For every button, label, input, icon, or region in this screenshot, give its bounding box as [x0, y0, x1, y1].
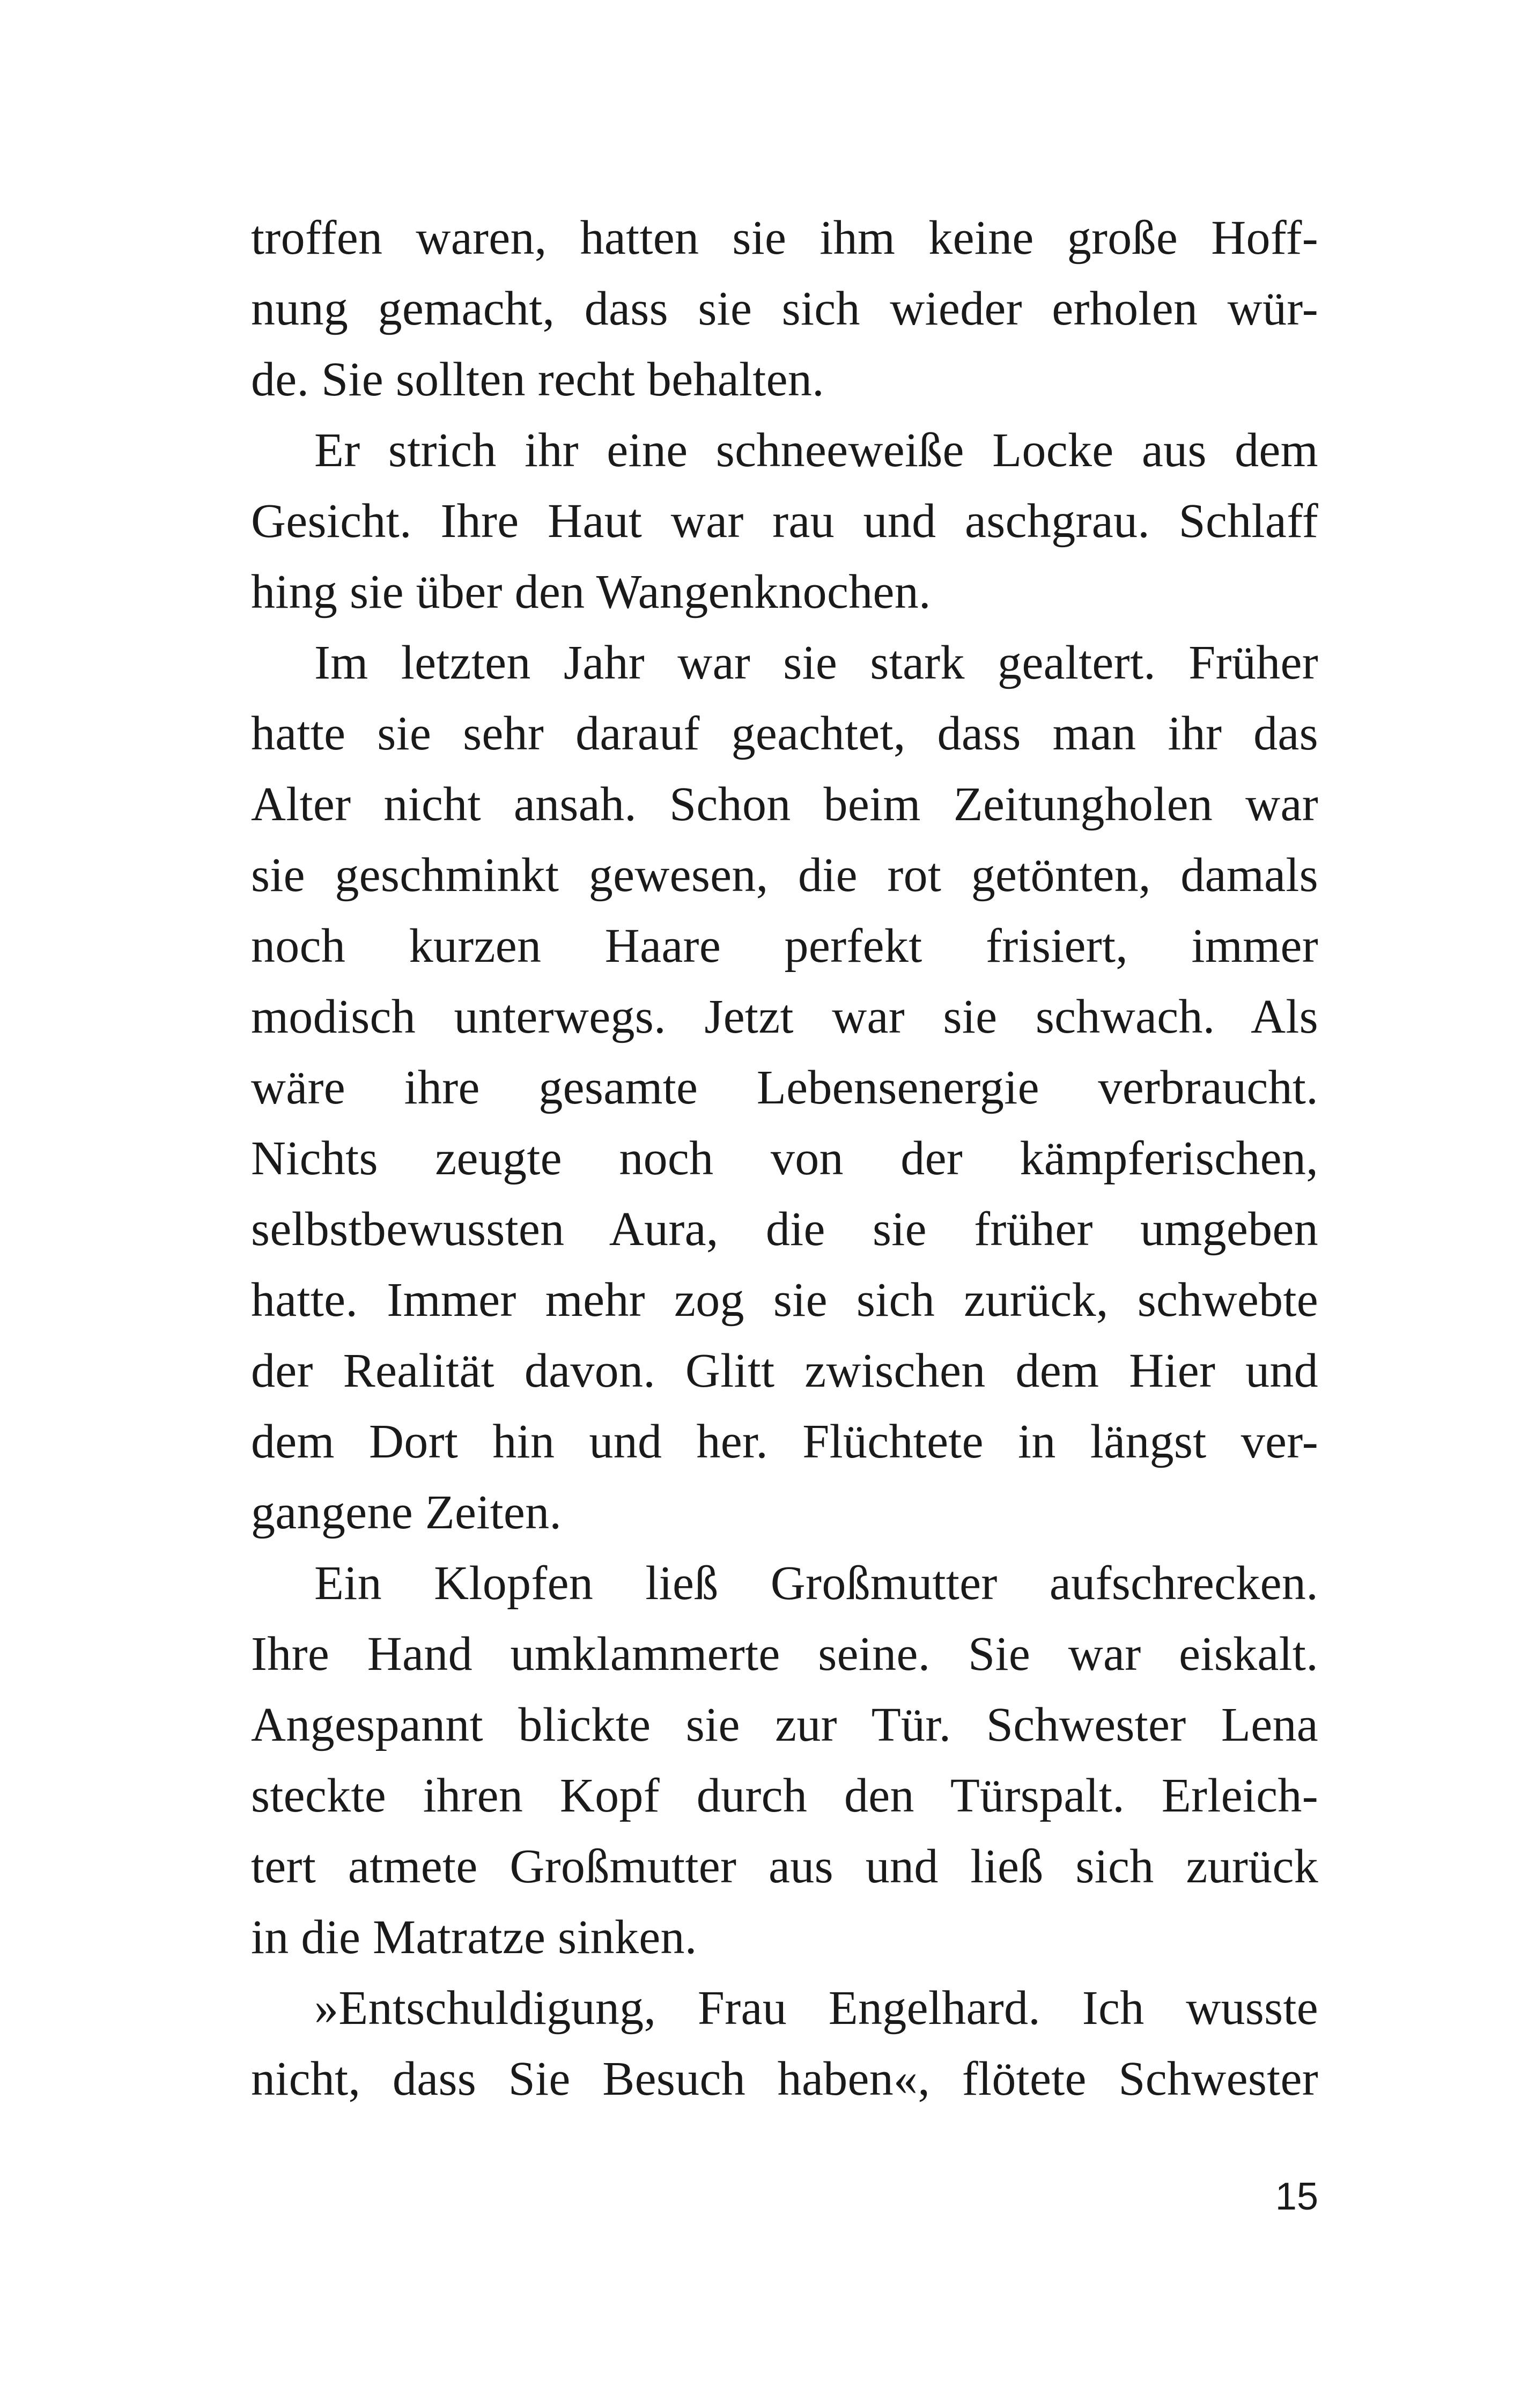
text-line-24: tert atmete Großmutter aus und ließ sich zurück [251, 1840, 1318, 1893]
page-number: 15 [1275, 2175, 1318, 2218]
text-line-5: Gesicht. Ihre Haut war rau und aschgrau. Schlaff [251, 495, 1318, 548]
text-line-11: noch kurzen Haare perfekt frisiert, immer [251, 919, 1318, 973]
text-line-6: hing sie über den Wangenknochen. [251, 565, 931, 618]
text-line-19: gangene Zeiten. [251, 1486, 562, 1539]
text-line-22: Angespannt blickte sie zur Tür. Schwester Lena [251, 1698, 1318, 1751]
text-line-23: steckte ihren Kopf durch den Türspalt. Erleich- [251, 1769, 1318, 1822]
text-line-20: Ein Klopfen ließ Großmutter aufschrecken. [314, 1557, 1318, 1610]
body-text [251, 203, 1318, 2115]
text-line-17: der Realität davon. Glitt zwischen dem Hier und [251, 1344, 1318, 1397]
text-line-8: hatte sie sehr darauf geachtet, dass man ihr das [251, 707, 1318, 760]
text-line-15: selbstbewussten Aura, die sie früher umgeben [251, 1203, 1318, 1256]
text-line-9: Alter nicht ansah. Schon beim Zeitungholen war [251, 778, 1318, 831]
text-line-18: dem Dort hin und her. Flüchtete in längst ver- [251, 1415, 1318, 1468]
text-line-16: hatte. Immer mehr zog sie sich zurück, schwebte [251, 1273, 1318, 1327]
text-line-13: wäre ihre gesamte Lebensenergie verbraucht. [251, 1061, 1318, 1114]
text-line-3: de. Sie sollten recht behalten. [251, 353, 824, 406]
text-line-4: Er strich ihr eine schneeweiße Locke aus dem [314, 424, 1318, 477]
text-line-26: »Entschuldigung, Frau Engelhard. Ich wusste [314, 1982, 1318, 2035]
text-line-27: nicht, dass Sie Besuch haben«, flötete Schwester [251, 2052, 1318, 2105]
text-line-7: Im letzten Jahr war sie stark gealtert. Früher [314, 636, 1318, 689]
text-line-12: modisch unterwegs. Jetzt war sie schwach. Als [251, 990, 1318, 1043]
text-line-14: Nichts zeugte noch von der kämpferischen, [251, 1132, 1318, 1185]
text-line-1: troffen waren, hatten sie ihm keine große Hoff- [251, 211, 1318, 264]
text-line-10: sie geschminkt gewesen, die rot getönten, damals [251, 849, 1318, 902]
text-line-21: Ihre Hand umklammerte seine. Sie war eiskalt. [251, 1628, 1318, 1681]
text-line-25: in die Matratze sinken. [251, 1911, 697, 1964]
text-line-2: nung gemacht, dass sie sich wieder erholen wür- [251, 282, 1318, 335]
